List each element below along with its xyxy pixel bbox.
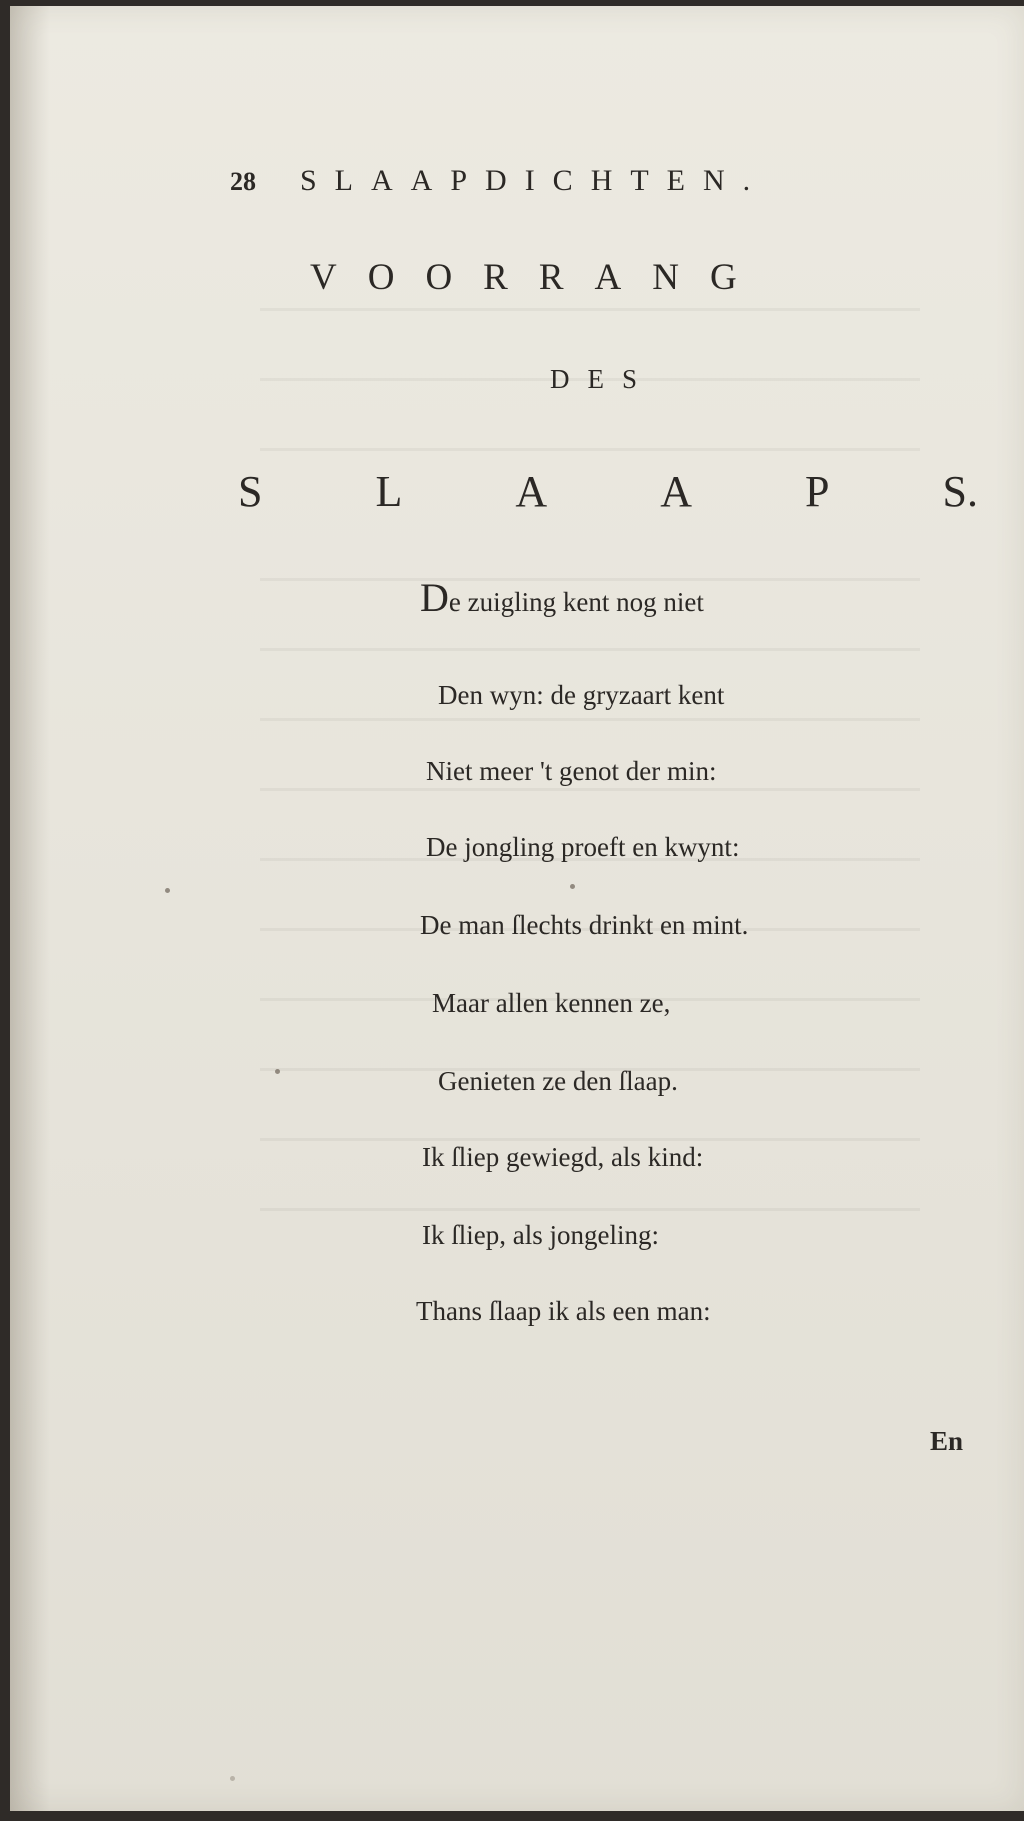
title-letter: A	[515, 467, 548, 516]
title-letter: S.	[942, 467, 978, 516]
poem-line: Ik ſliep, als jongeling:	[422, 1220, 659, 1250]
poem-line: Ik ſliep gewiegd, als kind:	[422, 1142, 704, 1172]
drop-cap: D	[420, 575, 449, 620]
title-line-slaaps	[238, 466, 978, 517]
poem-line: Niet meer 't genot der min:	[426, 756, 717, 786]
poem-line-1	[420, 575, 704, 620]
title-letter: P	[805, 467, 830, 516]
title-letter: S	[238, 467, 263, 516]
title-letter: L	[375, 467, 403, 516]
poem-line-1-text: e zuigling kent nog niet	[448, 587, 704, 617]
running-head	[230, 164, 890, 198]
running-title: SLAAPDICHTEN.	[300, 164, 769, 197]
poem-line: Genieten ze den ſlaap.	[438, 1066, 678, 1096]
poem-line: Thans ſlaap ik als een man:	[416, 1296, 711, 1326]
poem-line: De man ſlechts drinkt en mint.	[420, 910, 749, 940]
title-line-des: DES	[550, 364, 656, 394]
title-letter: A	[660, 467, 692, 516]
poem-line: De jongling proeft en kwynt:	[426, 832, 740, 862]
title-line-voorrang: VOORRANG	[310, 257, 768, 298]
page-number: 28	[230, 167, 256, 196]
paper-speck	[230, 1776, 235, 1781]
paper-speck	[570, 884, 575, 889]
book-page	[10, 6, 1024, 1811]
poem-line: Den wyn: de gryzaart kent	[438, 680, 725, 710]
catchword: En	[930, 1426, 964, 1456]
paper-speck	[275, 1069, 280, 1074]
paper-speck	[165, 888, 170, 893]
poem-line: Maar allen kennen ze,	[432, 988, 671, 1018]
